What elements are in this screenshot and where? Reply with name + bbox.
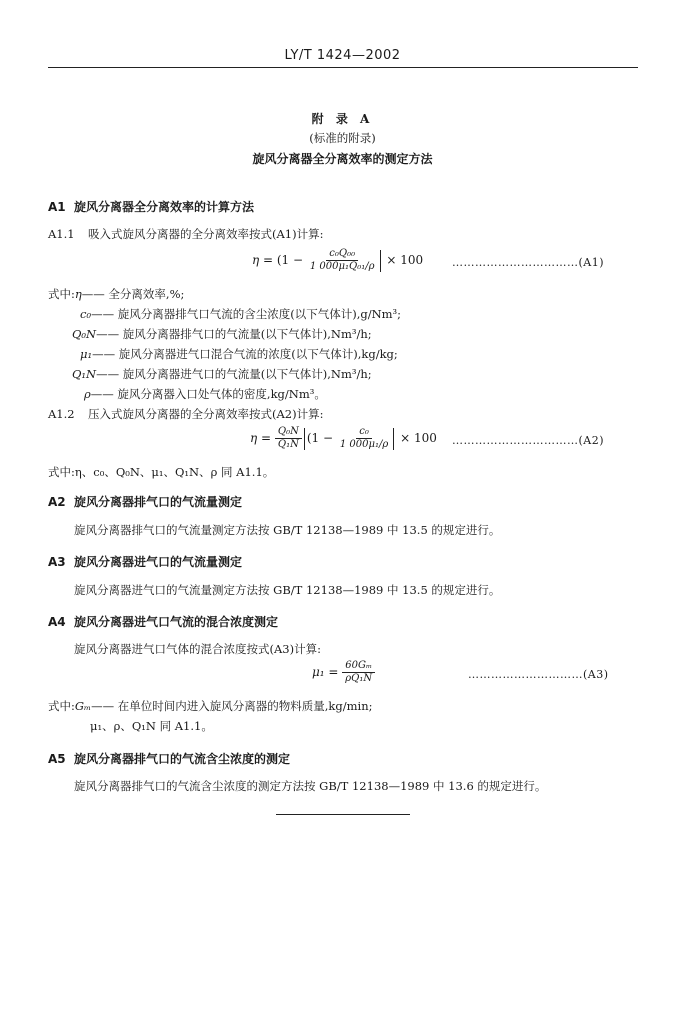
section-title: 旋风分离器进气口的气流量测定	[74, 555, 243, 569]
section-a4-text: 旋风分离器进气口气体的混合浓度按式(A3)计算:	[74, 642, 321, 656]
definition-row	[80, 346, 398, 362]
def-symbol: η	[74, 287, 82, 301]
eq-denominator: ρQ₁N	[345, 673, 373, 684]
eq-fraction	[337, 426, 391, 451]
clause-number: A1.2	[48, 407, 75, 421]
end-rule	[276, 814, 410, 815]
section-a2-heading	[48, 493, 242, 510]
eq-open: (1 −	[276, 253, 304, 267]
eq-numerator: 60Gₘ	[342, 660, 375, 673]
equation-number-a2	[452, 434, 604, 447]
eq-numerator: c₀Q₀₀	[326, 248, 358, 261]
eq-fraction	[342, 660, 375, 685]
section-number: A2	[48, 495, 66, 509]
section-title: 旋风分离器进气口气流的混合浓度测定	[74, 615, 279, 629]
def-text: —— 旋风分离器入口处气体的密度,kg/Nm³。	[90, 387, 326, 401]
equation-number-a3	[468, 668, 609, 681]
section-number: A4	[48, 615, 66, 629]
eq-numerator: c₀	[356, 426, 372, 439]
clause-a1-1	[48, 226, 323, 242]
section-title: 旋风分离器全分离效率的计算方法	[74, 200, 255, 214]
eq-denominator: 1 000μ₁/ρ	[339, 439, 389, 450]
eq-close: × 100	[386, 253, 424, 267]
section-number: A3	[48, 555, 66, 569]
appendix-heading: 旋风分离器全分离效率的测定方法	[252, 152, 433, 166]
eq-denominator: Q₁N	[277, 439, 299, 450]
eq-bracket	[304, 428, 305, 450]
section-a2-text: 旋风分离器排气口的气流量测定方法按 GB/T 12138—1989 中 13.5 的规定进行。	[74, 523, 501, 537]
definition-row	[48, 698, 373, 714]
definition-row	[72, 326, 372, 342]
eq-numerator: Q₀N	[275, 426, 302, 439]
appendix-subtitle: (标准的附录)	[309, 131, 376, 145]
equation-a3	[312, 660, 375, 685]
where-clause: μ₁、ρ、Q₁N 同 A1.1。	[90, 719, 213, 733]
eq-lhs: η =	[252, 253, 277, 267]
equation-a1	[252, 248, 423, 273]
def-symbol: Q₀N	[72, 327, 97, 341]
definition-row	[72, 366, 372, 382]
def-text: —— 全分离效率,%;	[81, 287, 185, 301]
def-text: —— 旋风分离器进气口的气流量(以下气体计),Nm³/h;	[96, 367, 372, 381]
section-number: A5	[48, 752, 66, 766]
def-symbol: Gₘ	[74, 699, 92, 713]
def-symbol: μ₁	[80, 347, 93, 361]
clause-text: 压入式旋风分离器的全分离效率按式(A2)计算:	[88, 407, 324, 421]
eq-lhs: μ₁ =	[312, 665, 343, 679]
def-text: —— 旋风分离器排气口气流的含尘浓度(以下气体计),g/Nm³;	[91, 307, 402, 321]
eq-fraction	[275, 426, 302, 451]
definition-row	[84, 386, 326, 402]
standard-number: LY/T 1424—2002	[284, 48, 401, 63]
header-rule	[48, 67, 638, 68]
where-label: 式中:	[48, 699, 75, 713]
def-text: —— 旋风分离器排气口的气流量(以下气体计),Nm³/h;	[96, 327, 372, 341]
equation-a2	[250, 426, 437, 451]
eq-no: (A2)	[578, 434, 605, 447]
eq-open: (1 −	[306, 431, 334, 445]
appendix-title: 附 录 A	[311, 112, 374, 126]
section-a3-text: 旋风分离器进气口的气流量测定方法按 GB/T 12138—1989 中 13.5 的规定进行。	[74, 583, 501, 597]
clause-number: A1.1	[48, 227, 75, 241]
eq-lhs: η =	[250, 431, 275, 445]
eq-no: (A3)	[583, 668, 609, 681]
where-clause: 式中:η、c₀、Q₀N、μ₁、Q₁N、ρ 同 A1.1。	[48, 465, 275, 479]
section-number: A1	[48, 200, 66, 214]
equation-number-a1	[452, 256, 604, 269]
def-symbol: c₀	[80, 307, 92, 321]
section-a3-heading	[48, 553, 242, 570]
section-title: 旋风分离器排气口的气流量测定	[74, 495, 243, 509]
eq-bracket	[393, 428, 394, 450]
clause-a1-2	[48, 406, 323, 422]
def-text: —— 在单位时间内进入旋风分离器的物料质量,kg/min;	[91, 699, 373, 713]
clause-text: 吸入式旋风分离器的全分离效率按式(A1)计算:	[88, 227, 324, 241]
section-title: 旋风分离器排气口的气流含尘浓度的测定	[74, 752, 291, 766]
section-a4-heading	[48, 613, 278, 630]
section-a5-heading	[48, 750, 290, 767]
def-text: —— 旋风分离器进气口混合气流的浓度(以下气体计),kg/kg;	[92, 347, 398, 361]
dot-leader: ……………………………	[452, 434, 579, 447]
definition-row	[80, 306, 401, 322]
dot-leader: …………………………	[468, 668, 583, 681]
eq-denominator: 1 000μ₁Q₀₁/ρ	[309, 261, 375, 272]
eq-fraction	[307, 248, 378, 273]
def-symbol: Q₁N	[72, 367, 97, 381]
eq-no: (A1)	[578, 256, 605, 269]
def-symbol: ρ	[84, 387, 91, 401]
definition-row	[48, 286, 184, 302]
eq-bracket	[380, 250, 381, 272]
section-a1-heading	[48, 198, 254, 215]
eq-close: × 100	[400, 431, 437, 445]
where-label: 式中:	[48, 287, 75, 301]
dot-leader: ……………………………	[452, 256, 579, 269]
section-a5-text: 旋风分离器排气口的气流含尘浓度的测定方法按 GB/T 12138—1989 中 13.6 的规定进行。	[74, 779, 547, 793]
